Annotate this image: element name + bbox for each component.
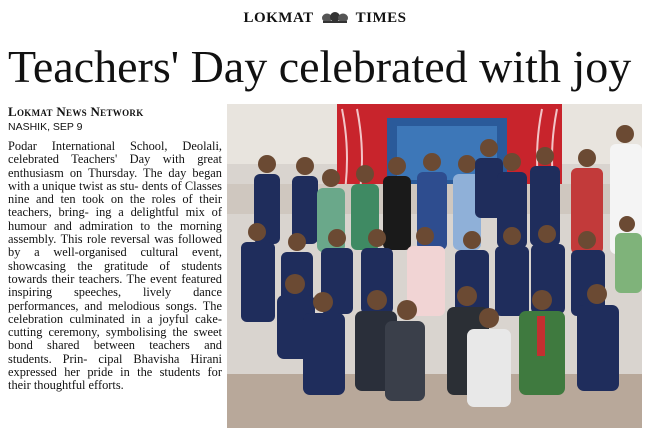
body-line: admiration to the morning assembly. — [8, 218, 222, 247]
body-line: thoughtful efforts. — [33, 378, 124, 393]
dateline: NASHIK, SEP 9 — [8, 121, 83, 133]
body-line: on the roles of their teachers, bring- — [8, 192, 222, 220]
group-photo-illustration — [227, 104, 642, 428]
body-line: between teachers and students. Prin- — [8, 338, 222, 366]
body-line: celebrated Teachers' Day with great — [8, 152, 222, 167]
body-line: towards their teachers. The event — [8, 271, 178, 286]
body-line: This role reversal was followed by — [8, 232, 222, 260]
body-line: showcasing the gratitude of students — [8, 258, 222, 273]
body-line: began with a unique twist as stu- — [8, 165, 222, 193]
body-line: dents of Classes nine and ten took — [8, 178, 222, 207]
body-line: enthusiasm on Thursday. The day — [8, 165, 187, 180]
body-line: symbolising the sweet bond shared — [8, 325, 222, 353]
body-line: ing a delightful mix of humour and — [8, 205, 223, 233]
body-line: cipal Bhavisha Hirani expressed her — [8, 351, 222, 380]
body-line: pride in the students for their — [8, 365, 222, 393]
body-line: dance performances, and melodious — [8, 285, 222, 313]
masthead-right: TIMES — [355, 10, 407, 26]
article-body — [8, 140, 222, 393]
masthead — [0, 10, 650, 27]
body-line: featured inspiring speeches, lively — [8, 271, 222, 300]
body-line: in a joyful cake-cutting ceremony, — [8, 311, 222, 340]
body-line: a well-organised cultural event, — [34, 245, 222, 260]
byline: Lokmat News Network — [8, 104, 144, 119]
masthead-left: LOKMAT — [243, 10, 314, 26]
lions-emblem-icon — [320, 11, 350, 23]
group-photo — [227, 104, 642, 428]
body-line: songs. The celebration culminated — [8, 298, 222, 326]
body-line: Podar International School, Deolali, — [8, 139, 222, 153]
headline: Teachers' Day celebrated with joy — [8, 41, 632, 92]
